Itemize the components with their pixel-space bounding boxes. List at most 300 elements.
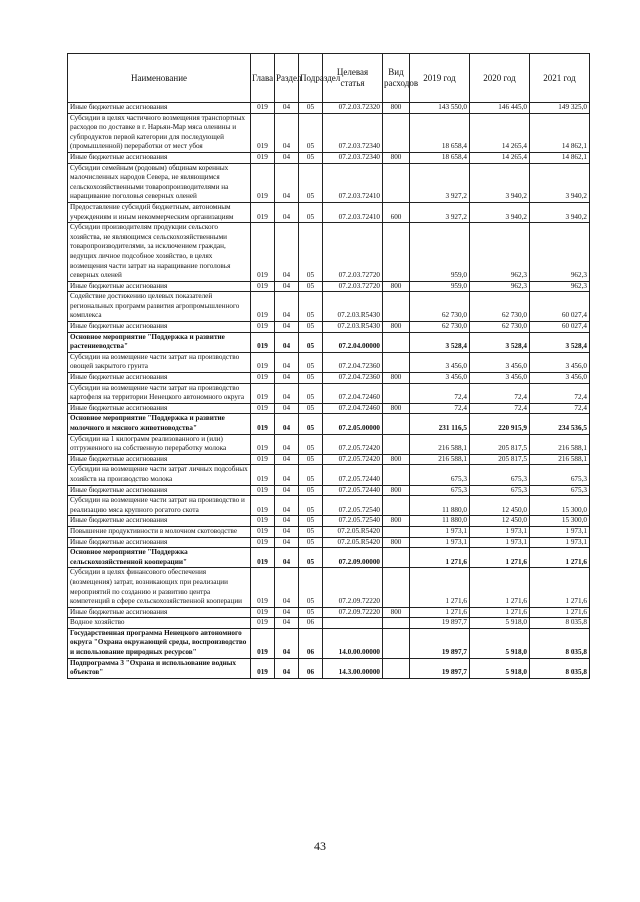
target-cell (323, 618, 383, 629)
section-cell: 04 (275, 568, 299, 607)
chapter-cell: 019 (251, 322, 275, 333)
row-name-cell: Основное мероприятие "Поддержка сельскохозяйственной кооперации" (68, 548, 251, 568)
section-cell: 04 (275, 202, 299, 222)
amount-2019-cell: 959,0 (410, 281, 470, 292)
amount-2019-cell: 3 456,0 (410, 373, 470, 384)
row-name-cell: Субсидии в целях частичного возмещения транспортных расходов по доставке в г. Нарьян-Мар мяса оленины и субпродуктов первой категории для последующей (промышленной) переработки от мест убоя (68, 113, 251, 152)
amount-2019-cell: 143 550,0 (410, 103, 470, 114)
amount-2020-cell: 962,3 (470, 223, 530, 282)
amount-2020-cell: 675,3 (470, 465, 530, 485)
type-cell (383, 352, 410, 372)
section-cell: 04 (275, 628, 299, 658)
subsection-cell: 05 (299, 332, 323, 352)
amount-2021-cell: 675,3 (530, 485, 590, 496)
table-row (68, 281, 590, 292)
chapter-cell: 019 (251, 113, 275, 152)
section-cell: 04 (275, 322, 299, 333)
subsection-cell: 05 (299, 202, 323, 222)
section-cell: 04 (275, 537, 299, 548)
amount-2020-cell: 146 445,0 (470, 103, 530, 114)
subsection-cell: 05 (299, 322, 323, 333)
amount-2021-cell: 3 456,0 (530, 352, 590, 372)
amount-2019-cell: 1 271,6 (410, 607, 470, 618)
table-row (68, 403, 590, 414)
table-row (68, 163, 590, 202)
table-row (68, 383, 590, 403)
table-row (68, 352, 590, 372)
amount-2020-cell: 1 271,6 (470, 548, 530, 568)
section-cell: 04 (275, 496, 299, 516)
amount-2021-cell: 675,3 (530, 465, 590, 485)
amount-2021-cell: 1 973,1 (530, 537, 590, 548)
table-row (68, 465, 590, 485)
table-row (68, 516, 590, 527)
chapter-cell: 019 (251, 434, 275, 454)
col-header-type: Вид расходов (383, 54, 410, 103)
subsection-cell: 05 (299, 516, 323, 527)
amount-2020-cell: 12 450,0 (470, 516, 530, 527)
amount-2020-cell: 62 730,0 (470, 292, 530, 322)
target-cell: 07.2.05.R5420 (323, 537, 383, 548)
amount-2020-cell: 72,4 (470, 403, 530, 414)
target-cell: 07.2.05.00000 (323, 414, 383, 434)
chapter-cell: 019 (251, 607, 275, 618)
amount-2021-cell: 3 940,2 (530, 163, 590, 202)
section-cell: 04 (275, 113, 299, 152)
table-row (68, 454, 590, 465)
table-row (68, 537, 590, 548)
chapter-cell: 019 (251, 414, 275, 434)
type-cell (383, 113, 410, 152)
subsection-cell: 05 (299, 113, 323, 152)
amount-2020-cell: 205 817,5 (470, 454, 530, 465)
amount-2019-cell: 19 897,7 (410, 658, 470, 678)
amount-2020-cell: 14 265,4 (470, 113, 530, 152)
subsection-cell: 05 (299, 373, 323, 384)
amount-2019-cell: 3 927,2 (410, 202, 470, 222)
amount-2020-cell: 14 265,4 (470, 152, 530, 163)
amount-2019-cell: 3 456,0 (410, 352, 470, 372)
row-name-cell: Иные бюджетные ассигнования (68, 454, 251, 465)
amount-2019-cell: 1 973,1 (410, 537, 470, 548)
section-cell: 04 (275, 103, 299, 114)
chapter-cell: 019 (251, 465, 275, 485)
chapter-cell: 019 (251, 526, 275, 537)
table-row (68, 658, 590, 678)
row-name-cell: Иные бюджетные ассигнования (68, 537, 251, 548)
row-name-cell: Иные бюджетные ассигнования (68, 607, 251, 618)
table-row (68, 322, 590, 333)
section-cell: 04 (275, 292, 299, 322)
chapter-cell: 019 (251, 332, 275, 352)
col-header-name: Наименование (68, 54, 251, 103)
amount-2021-cell: 149 325,0 (530, 103, 590, 114)
type-cell (383, 465, 410, 485)
amount-2021-cell: 216 588,1 (530, 454, 590, 465)
col-header-2019: 2019 год (410, 54, 470, 103)
subsection-cell: 05 (299, 537, 323, 548)
col-header-subsection: Подраздел (299, 54, 323, 103)
amount-2019-cell: 1 271,6 (410, 568, 470, 607)
type-cell: 800 (383, 103, 410, 114)
target-cell: 07.2.05.R5420 (323, 526, 383, 537)
amount-2019-cell: 959,0 (410, 223, 470, 282)
amount-2021-cell: 60 027,4 (530, 322, 590, 333)
subsection-cell: 05 (299, 607, 323, 618)
row-name-cell: Подпрограмма 3 "Охрана и использование водных объектов" (68, 658, 251, 678)
row-name-cell: Субсидии на возмещение части затрат на производство и реализацию мяса крупного рогатого скота (68, 496, 251, 516)
target-cell: 07.2.04.72360 (323, 352, 383, 372)
amount-2021-cell: 3 940,2 (530, 202, 590, 222)
subsection-cell: 05 (299, 163, 323, 202)
row-name-cell: Повышение продуктивности в молочном скотоводстве (68, 526, 251, 537)
amount-2020-cell: 3 940,2 (470, 163, 530, 202)
chapter-cell: 019 (251, 618, 275, 629)
table-row (68, 292, 590, 322)
target-cell: 07.2.03.72340 (323, 152, 383, 163)
table-row (68, 202, 590, 222)
target-cell: 07.2.09.00000 (323, 548, 383, 568)
amount-2020-cell: 962,3 (470, 281, 530, 292)
amount-2020-cell: 5 918,0 (470, 628, 530, 658)
section-cell: 04 (275, 414, 299, 434)
section-cell: 04 (275, 163, 299, 202)
row-name-cell: Субсидии на 1 килограмм реализованного и (или) отгруженного на собственную переработку молока (68, 434, 251, 454)
table-row (68, 607, 590, 618)
section-cell: 04 (275, 281, 299, 292)
target-cell: 07.2.05.72420 (323, 434, 383, 454)
amount-2019-cell: 72,4 (410, 383, 470, 403)
table-row (68, 414, 590, 434)
section-cell: 04 (275, 223, 299, 282)
amount-2020-cell: 220 915,9 (470, 414, 530, 434)
chapter-cell: 019 (251, 403, 275, 414)
row-name-cell: Субсидии на возмещение части затрат на производство овощей закрытого грунта (68, 352, 251, 372)
target-cell: 07.2.09.72220 (323, 568, 383, 607)
row-name-cell: Основное мероприятие "Поддержка и развитие молочного и мясного животноводства" (68, 414, 251, 434)
amount-2021-cell: 8 035,8 (530, 658, 590, 678)
amount-2019-cell: 216 588,1 (410, 454, 470, 465)
target-cell: 07.2.09.72220 (323, 607, 383, 618)
subsection-cell: 05 (299, 403, 323, 414)
subsection-cell: 05 (299, 292, 323, 322)
target-cell: 07.2.04.00000 (323, 332, 383, 352)
row-name-cell: Иные бюджетные ассигнования (68, 281, 251, 292)
amount-2020-cell: 1 973,1 (470, 526, 530, 537)
section-cell: 04 (275, 516, 299, 527)
amount-2019-cell: 3 528,4 (410, 332, 470, 352)
amount-2020-cell: 62 730,0 (470, 322, 530, 333)
target-cell: 07.2.04.72360 (323, 373, 383, 384)
section-cell: 04 (275, 383, 299, 403)
row-name-cell: Предоставление субсидий бюджетным, автономным учреждениям и иным некоммерческим организациям (68, 202, 251, 222)
amount-2020-cell: 1 271,6 (470, 607, 530, 618)
type-cell (383, 568, 410, 607)
amount-2021-cell: 60 027,4 (530, 292, 590, 322)
section-cell: 04 (275, 434, 299, 454)
section-cell: 04 (275, 454, 299, 465)
amount-2020-cell: 3 456,0 (470, 373, 530, 384)
row-name-cell: Иные бюджетные ассигнования (68, 373, 251, 384)
amount-2019-cell: 216 588,1 (410, 434, 470, 454)
amount-2020-cell: 3 940,2 (470, 202, 530, 222)
amount-2019-cell: 18 658,4 (410, 113, 470, 152)
table-row (68, 223, 590, 282)
type-cell: 800 (383, 607, 410, 618)
chapter-cell: 019 (251, 352, 275, 372)
subsection-cell: 05 (299, 103, 323, 114)
chapter-cell: 019 (251, 485, 275, 496)
type-cell (383, 163, 410, 202)
type-cell: 800 (383, 516, 410, 527)
chapter-cell: 019 (251, 373, 275, 384)
chapter-cell: 019 (251, 152, 275, 163)
amount-2021-cell: 3 456,0 (530, 373, 590, 384)
amount-2019-cell: 11 880,0 (410, 496, 470, 516)
chapter-cell: 019 (251, 223, 275, 282)
type-cell (383, 628, 410, 658)
subsection-cell: 05 (299, 152, 323, 163)
target-cell: 07.2.05.72540 (323, 496, 383, 516)
section-cell: 04 (275, 607, 299, 618)
row-name-cell: Иные бюджетные ассигнования (68, 322, 251, 333)
table-row (68, 373, 590, 384)
col-header-section: Раздел (275, 54, 299, 103)
row-name-cell: Содействие достижению целевых показателей региональных программ развития агропромышленного комплекса (68, 292, 251, 322)
subsection-cell: 05 (299, 383, 323, 403)
chapter-cell: 019 (251, 537, 275, 548)
target-cell: 07.2.03.R5430 (323, 292, 383, 322)
type-cell (383, 548, 410, 568)
table-row (68, 113, 590, 152)
subsection-cell: 05 (299, 548, 323, 568)
type-cell (383, 618, 410, 629)
chapter-cell: 019 (251, 628, 275, 658)
amount-2019-cell: 11 880,0 (410, 516, 470, 527)
chapter-cell: 019 (251, 103, 275, 114)
amount-2021-cell: 72,4 (530, 383, 590, 403)
table-row (68, 332, 590, 352)
budget-table (67, 53, 590, 679)
chapter-cell: 019 (251, 292, 275, 322)
type-cell (383, 658, 410, 678)
row-name-cell: Иные бюджетные ассигнования (68, 516, 251, 527)
subsection-cell: 05 (299, 414, 323, 434)
amount-2019-cell: 1 973,1 (410, 526, 470, 537)
type-cell: 800 (383, 485, 410, 496)
section-cell: 04 (275, 465, 299, 485)
subsection-cell: 05 (299, 434, 323, 454)
target-cell: 07.2.05.72440 (323, 465, 383, 485)
col-header-2020: 2020 год (470, 54, 530, 103)
chapter-cell: 019 (251, 202, 275, 222)
table-row (68, 568, 590, 607)
type-cell (383, 526, 410, 537)
row-name-cell: Иные бюджетные ассигнования (68, 403, 251, 414)
type-cell (383, 414, 410, 434)
row-name-cell: Государственная программа Ненецкого автономного округа "Охрана окружающей среды, воспроизводство и использование природных ресурсов" (68, 628, 251, 658)
subsection-cell: 05 (299, 281, 323, 292)
chapter-cell: 019 (251, 454, 275, 465)
amount-2020-cell: 205 817,5 (470, 434, 530, 454)
amount-2020-cell: 72,4 (470, 383, 530, 403)
target-cell: 07.2.05.72540 (323, 516, 383, 527)
section-cell: 04 (275, 332, 299, 352)
subsection-cell: 05 (299, 526, 323, 537)
amount-2021-cell: 14 862,1 (530, 152, 590, 163)
row-name-cell: Иные бюджетные ассигнования (68, 103, 251, 114)
amount-2019-cell: 62 730,0 (410, 322, 470, 333)
section-cell: 04 (275, 658, 299, 678)
target-cell: 07.2.03.R5430 (323, 322, 383, 333)
table-row (68, 526, 590, 537)
section-cell: 04 (275, 152, 299, 163)
type-cell: 800 (383, 322, 410, 333)
table-body (68, 103, 590, 679)
subsection-cell: 05 (299, 223, 323, 282)
section-cell: 04 (275, 403, 299, 414)
subsection-cell: 06 (299, 618, 323, 629)
subsection-cell: 05 (299, 496, 323, 516)
target-cell: 14.3.00.00000 (323, 658, 383, 678)
table-row (68, 548, 590, 568)
table-row (68, 628, 590, 658)
amount-2019-cell: 1 271,6 (410, 548, 470, 568)
subsection-cell: 05 (299, 352, 323, 372)
subsection-cell: 06 (299, 658, 323, 678)
row-name-cell: Субсидии в целях финансового обеспечения (возмещения) затрат, возникающих при реализации мероприятий по созданию и развитию центра компетенций в сфере сельскохозяйственной кооперации (68, 568, 251, 607)
type-cell: 800 (383, 281, 410, 292)
type-cell: 800 (383, 537, 410, 548)
section-cell: 04 (275, 373, 299, 384)
table-row (68, 103, 590, 114)
amount-2021-cell: 234 536,5 (530, 414, 590, 434)
table-row (68, 618, 590, 629)
amount-2021-cell: 1 271,6 (530, 548, 590, 568)
type-cell: 800 (383, 454, 410, 465)
amount-2021-cell: 216 588,1 (530, 434, 590, 454)
row-name-cell: Субсидии семейным (родовым) общинам коренных малочисленных народов Севера, не являющимся сельскохозяйственными товаропроизводителями на наращивание поголовья северных оленей (68, 163, 251, 202)
amount-2021-cell: 15 300,0 (530, 516, 590, 527)
section-cell: 04 (275, 618, 299, 629)
amount-2019-cell: 675,3 (410, 465, 470, 485)
amount-2021-cell: 72,4 (530, 403, 590, 414)
subsection-cell: 06 (299, 628, 323, 658)
chapter-cell: 019 (251, 281, 275, 292)
target-cell: 07.2.03.72320 (323, 103, 383, 114)
section-cell: 04 (275, 548, 299, 568)
type-cell: 800 (383, 373, 410, 384)
chapter-cell: 019 (251, 548, 275, 568)
target-cell: 07.2.05.72420 (323, 454, 383, 465)
amount-2019-cell: 19 897,7 (410, 618, 470, 629)
section-cell: 04 (275, 485, 299, 496)
target-cell: 07.2.03.72410 (323, 163, 383, 202)
subsection-cell: 05 (299, 568, 323, 607)
amount-2020-cell: 5 918,0 (470, 658, 530, 678)
amount-2021-cell: 962,3 (530, 223, 590, 282)
amount-2021-cell: 1 271,6 (530, 568, 590, 607)
amount-2021-cell: 15 300,0 (530, 496, 590, 516)
table-header-row (68, 54, 590, 103)
table-row (68, 496, 590, 516)
amount-2021-cell: 3 528,4 (530, 332, 590, 352)
amount-2019-cell: 3 927,2 (410, 163, 470, 202)
amount-2019-cell: 62 730,0 (410, 292, 470, 322)
amount-2021-cell: 8 035,8 (530, 618, 590, 629)
chapter-cell: 019 (251, 568, 275, 607)
row-name-cell: Субсидии на возмещение части затрат личных подсобных хозяйств на производство молока (68, 465, 251, 485)
target-cell: 07.2.04.72460 (323, 403, 383, 414)
amount-2019-cell: 19 897,7 (410, 628, 470, 658)
table-row (68, 434, 590, 454)
row-name-cell: Субсидии на возмещение части затрат на производство картофеля на территории Ненецкого автономного округа (68, 383, 251, 403)
amount-2021-cell: 1 271,6 (530, 607, 590, 618)
target-cell: 07.2.03.72720 (323, 223, 383, 282)
amount-2021-cell: 14 862,1 (530, 113, 590, 152)
row-name-cell: Основное мероприятие "Поддержка и развитие растениеводства" (68, 332, 251, 352)
amount-2020-cell: 12 450,0 (470, 496, 530, 516)
target-cell: 07.2.04.72460 (323, 383, 383, 403)
target-cell: 07.2.03.72720 (323, 281, 383, 292)
chapter-cell: 019 (251, 383, 275, 403)
amount-2020-cell: 675,3 (470, 485, 530, 496)
section-cell: 04 (275, 352, 299, 372)
page-number: 43 (314, 839, 326, 853)
amount-2020-cell: 1 973,1 (470, 537, 530, 548)
table-row (68, 152, 590, 163)
amount-2020-cell: 1 271,6 (470, 568, 530, 607)
type-cell: 800 (383, 152, 410, 163)
col-header-2021: 2021 год (530, 54, 590, 103)
row-name-cell: Иные бюджетные ассигнования (68, 485, 251, 496)
table-row (68, 485, 590, 496)
type-cell (383, 496, 410, 516)
col-header-chapter: Глава (251, 54, 275, 103)
amount-2019-cell: 72,4 (410, 403, 470, 414)
chapter-cell: 019 (251, 658, 275, 678)
type-cell (383, 332, 410, 352)
amount-2021-cell: 962,3 (530, 281, 590, 292)
subsection-cell: 05 (299, 454, 323, 465)
row-name-cell: Иные бюджетные ассигнования (68, 152, 251, 163)
amount-2021-cell: 8 035,8 (530, 628, 590, 658)
type-cell (383, 434, 410, 454)
chapter-cell: 019 (251, 496, 275, 516)
amount-2019-cell: 18 658,4 (410, 152, 470, 163)
chapter-cell: 019 (251, 163, 275, 202)
target-cell: 07.2.03.72410 (323, 202, 383, 222)
type-cell (383, 383, 410, 403)
type-cell: 600 (383, 202, 410, 222)
row-name-cell: Субсидии производителям продукции сельского хозяйства, не являющимся сельскохозяйственными товаропроизводителями, за исключением граждан, ведущих личное подсобное хозяйство, в целях возмещения части затрат на наращивание поголовья северных оленей (68, 223, 251, 282)
row-name-cell: Водное хозяйство (68, 618, 251, 629)
type-cell: 800 (383, 403, 410, 414)
amount-2019-cell: 675,3 (410, 485, 470, 496)
amount-2021-cell: 1 973,1 (530, 526, 590, 537)
subsection-cell: 05 (299, 465, 323, 485)
target-cell: 14.0.00.00000 (323, 628, 383, 658)
section-cell: 04 (275, 526, 299, 537)
target-cell: 07.2.05.72440 (323, 485, 383, 496)
chapter-cell: 019 (251, 516, 275, 527)
amount-2019-cell: 231 116,5 (410, 414, 470, 434)
amount-2020-cell: 3 456,0 (470, 352, 530, 372)
subsection-cell: 05 (299, 485, 323, 496)
type-cell (383, 292, 410, 322)
amount-2020-cell: 5 918,0 (470, 618, 530, 629)
type-cell (383, 223, 410, 282)
